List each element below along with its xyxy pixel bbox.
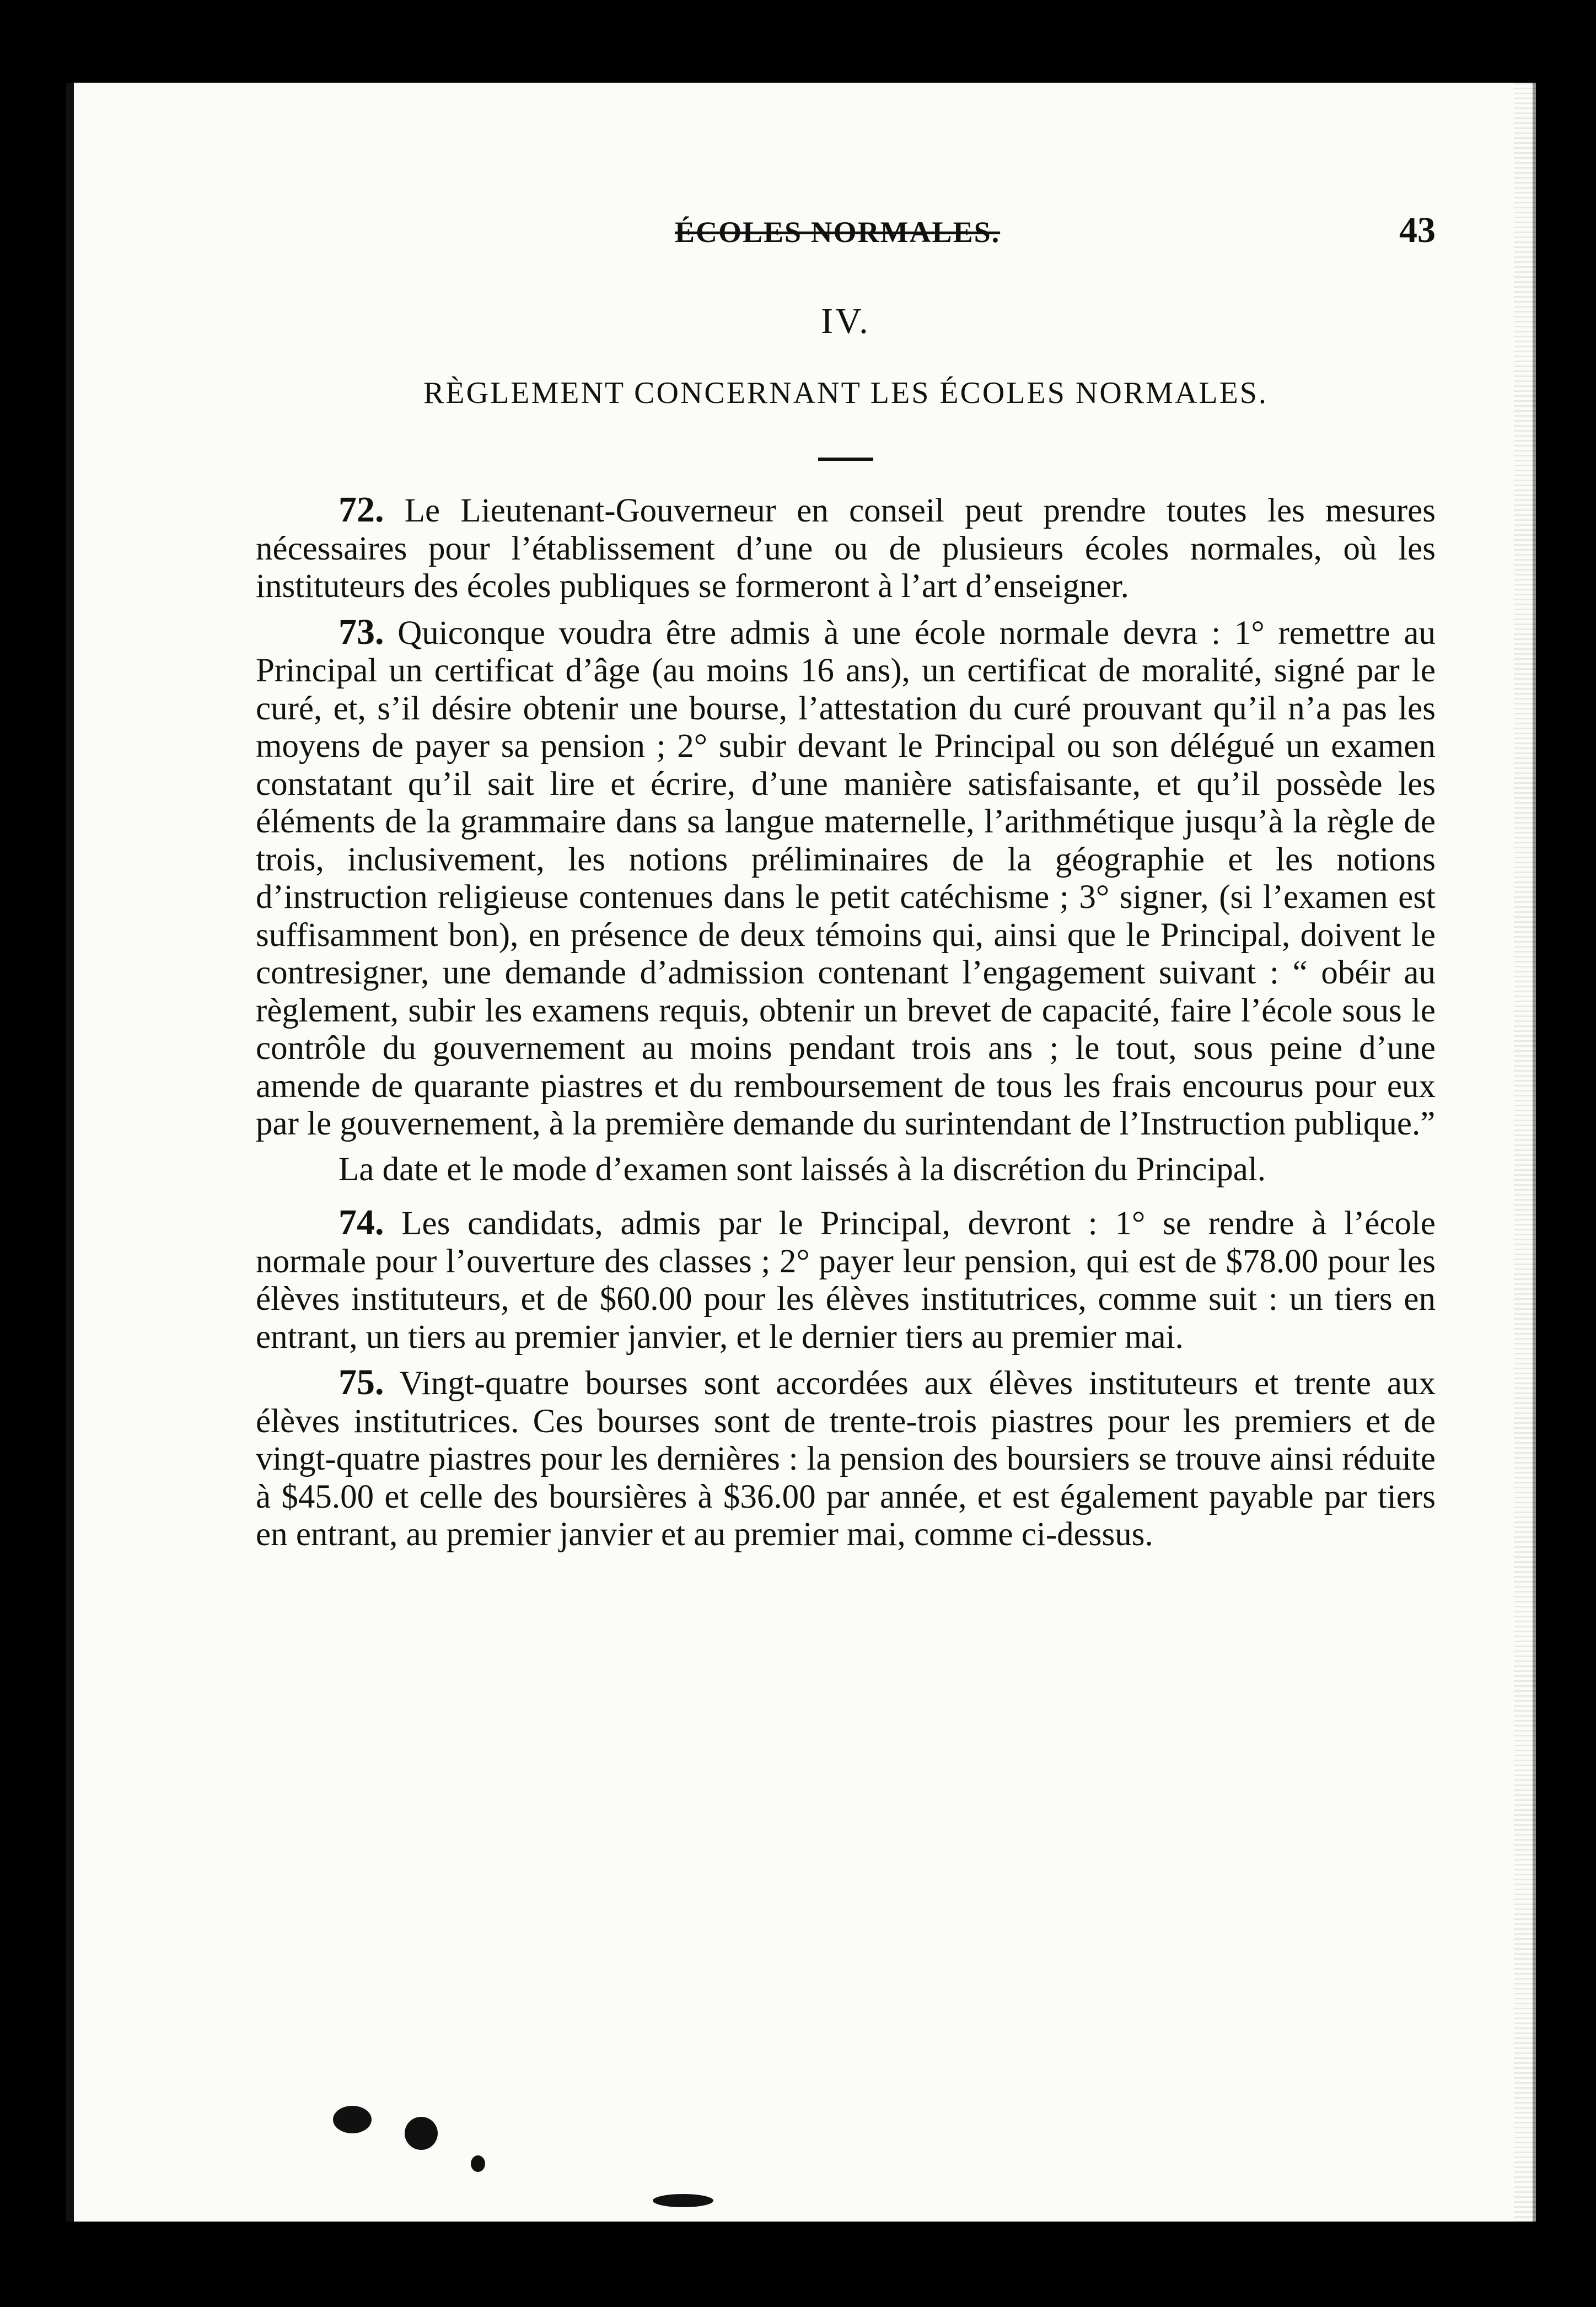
section-numeral: IV.	[821, 301, 870, 341]
page-number: 43	[1399, 210, 1436, 250]
article-number: 72.	[338, 490, 384, 530]
ink-blot	[653, 2194, 713, 2207]
divider-rule	[818, 458, 873, 461]
article-number: 75.	[338, 1362, 384, 1402]
article-73	[256, 611, 1436, 1143]
article-75	[256, 1364, 1436, 1554]
article-text: Le Lieutenant-Gouverneur en conseil peut prendre toutes les mesures nécessaires pour l’établissement d’une ou de plusieurs écoles normales, où les instituteurs des écoles publiques se formeront à l’art d’enseigner.	[256, 492, 1436, 605]
page-content	[256, 209, 1436, 1562]
article-number: 73.	[338, 611, 384, 652]
article-73-continuation: La date et le mode d’examen sont laissés à la discrétion du Principal.	[338, 1150, 1266, 1188]
scanned-page	[66, 83, 1533, 2222]
ink-blot	[471, 2155, 485, 2172]
running-head	[256, 209, 1436, 259]
ink-blot	[333, 2106, 372, 2133]
section-title: RÈGLEMENT CONCERNANT LES ÉCOLES NORMALES.	[423, 376, 1268, 410]
running-title: ÉCOLES NORMALES.	[675, 216, 1001, 249]
article-number: 74.	[338, 1202, 384, 1243]
article-text: Quiconque voudra être admis à une école normale devra : 1° remettre au Principal un certificat d’âge (au moins 16 ans), un certificat de moralité, signé par le curé, et, s’il désire obtenir une bourse, l’attestation du curé prouvant qu’il n’a pas les moyens de payer sa pension ; 2° subir devant le Principal ou son délégué un examen constatant qu’il sait lire et écrire, d’une manière satisfaisante, et qu’il possède les éléments de la grammaire dans sa langue maternelle, l’arithmétique jusqu’à la règle de trois, inclusivement, les notions préliminaires de la géographie et les notions d’instruction religieuse contenues dans le petit catéchisme ; 3° signer, (si l’examen est suffisamment bon), en présence de deux témoins qui, ainsi que le Principal, doivent le contresigner, une demande d’admission contenant l’engagement suivant : “ obéir au règlement, subir les examens requis, obtenir un brevet de capacité, faire l’école sous le contrôle du gouvernement au moins pendant trois ans ; le tout, sous peine d’une amende de quarante piastres et du remboursement de tous les frais encourus pour eux par le gouvernement, à la première demande du surintendant de l’Instruction publique.”	[256, 614, 1436, 1142]
article-74	[256, 1204, 1436, 1356]
article-text: Vingt-quatre bourses sont accordées aux élèves instituteurs et trente aux élèves institutrices. Ces bourses sont de trente-trois piastres pour les premiers et de vingt-quatre piastres pour les dernières : la pension des boursiers se trouve ainsi réduite à $45.00 et celle des boursières à $36.00 par année, et est également payable par tiers en entrant, au premier janvier et au premier mai, comme ci-dessus.	[256, 1365, 1436, 1553]
article-72	[256, 491, 1436, 606]
article-text: Les candidats, admis par le Principal, devront : 1° se rendre à l’école normale pour l’ouverture des classes ; 2° payer leur pension, qui est de $78.00 pour les élèves instituteurs, et de $60.00 pour les élèves institutrices, comme suit : un tiers en entrant, un tiers au premier janvier, et le dernier tiers au premier mai.	[256, 1205, 1436, 1356]
ink-blot	[405, 2117, 438, 2150]
